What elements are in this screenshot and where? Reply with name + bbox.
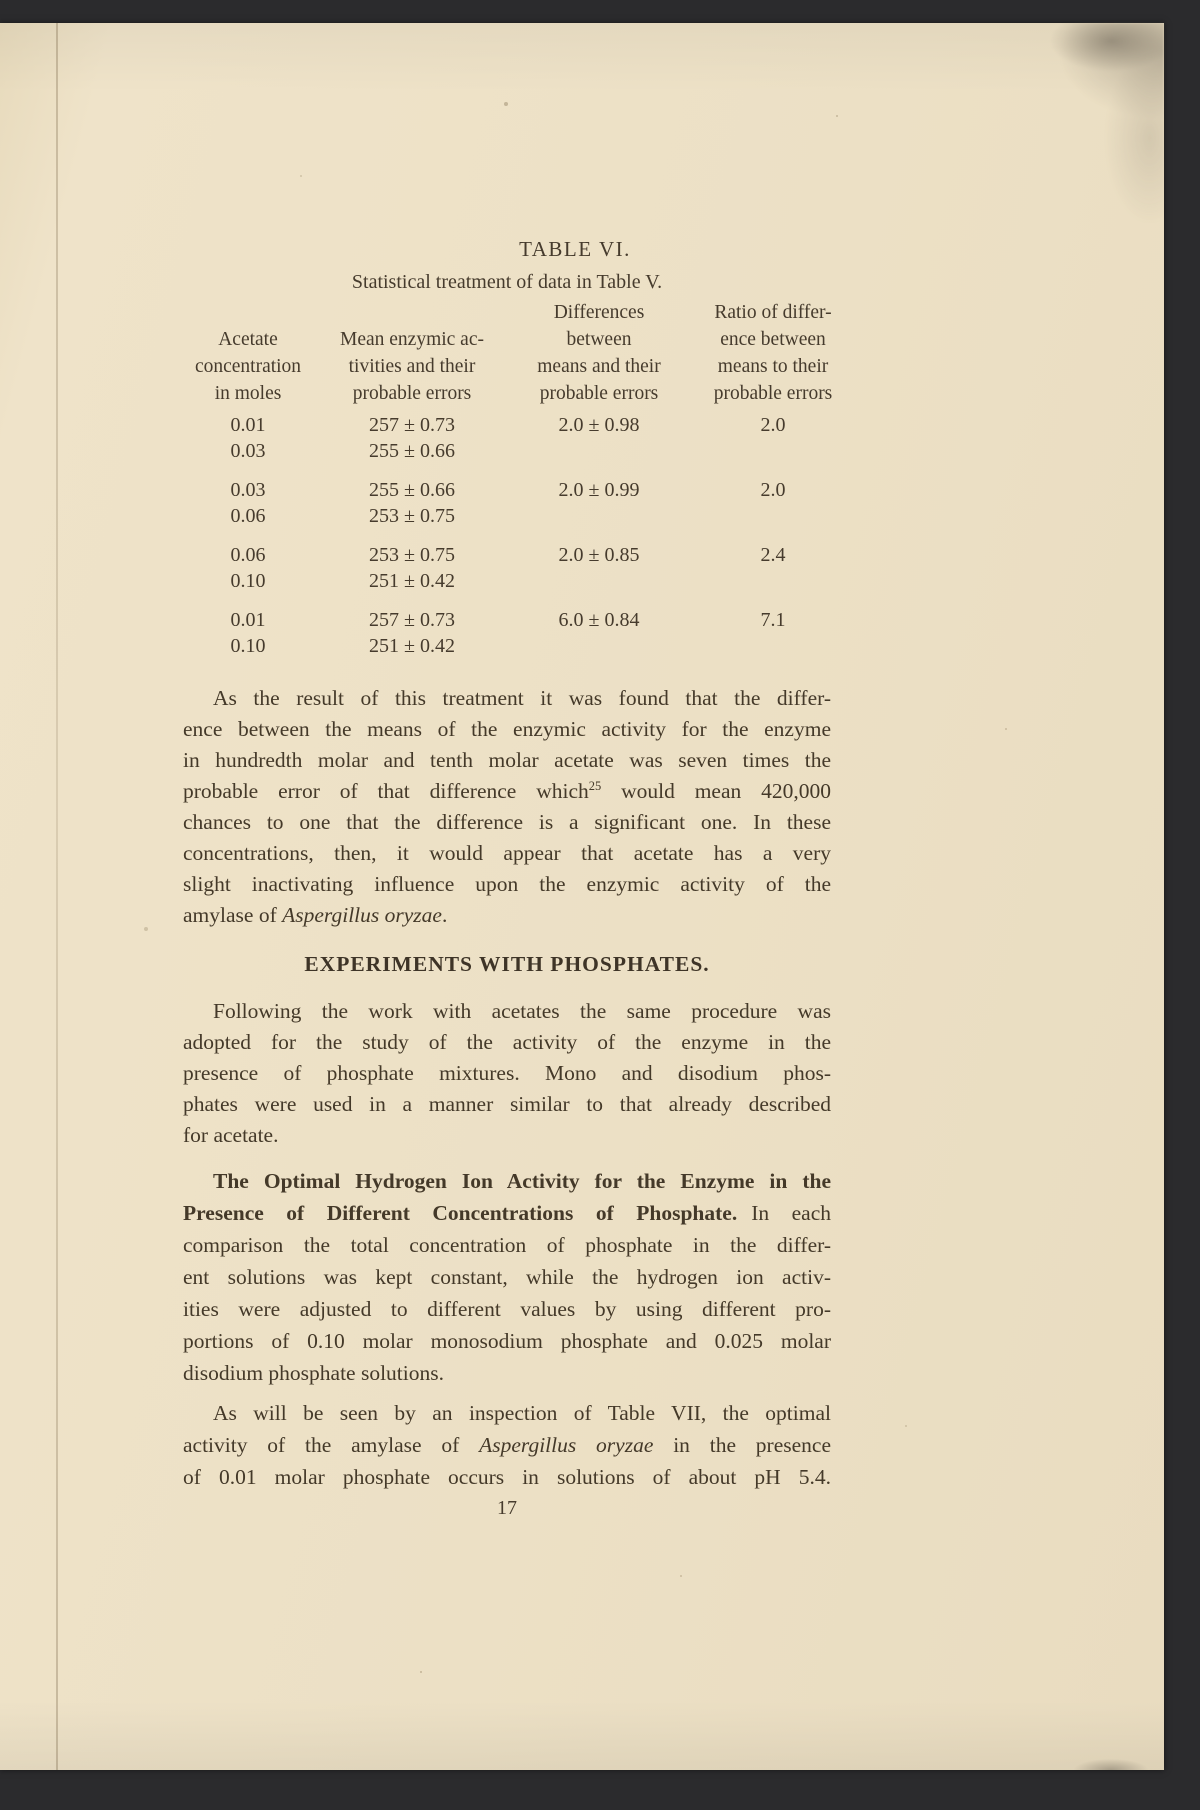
text-line: As the result of this treatment it was found that the differ-	[213, 686, 831, 710]
text-line: in hundredth molar and tenth molar acetate was seven times the	[183, 748, 831, 772]
scanned-page-sheet	[0, 23, 1164, 1770]
cell-difference: 2.0 ± 0.85	[558, 544, 640, 566]
cell-mean-activity: 257 ± 0.73	[369, 609, 455, 631]
text-line: Following the work with acetates the same procedure was	[213, 999, 831, 1023]
paper-specks	[0, 23, 2, 25]
cell-ratio: 7.1	[760, 609, 786, 631]
cell-mean-activity: 253 ± 0.75	[369, 504, 455, 527]
page-number: 17	[497, 1497, 517, 1519]
text-line: concentrations, then, it would appear that acetate has a very	[183, 841, 831, 865]
cell-mean-activity: 251 ± 0.42	[369, 634, 455, 657]
cell-difference: 2.0 ± 0.98	[558, 414, 640, 436]
cell-mean-activity: 251 ± 0.42	[369, 569, 455, 592]
table-row	[183, 439, 859, 465]
table-row	[183, 504, 859, 530]
cell-difference: 6.0 ± 0.84	[558, 609, 640, 631]
text-line: Presence of Different Concentrations of Phosphate. In each	[183, 1201, 831, 1225]
binding-crease	[56, 23, 58, 1770]
text-line: of 0.01 molar phosphate occurs in solutions of about pH 5.4.	[183, 1465, 831, 1489]
text-line: amylase of Aspergillus oryzae.	[183, 903, 448, 927]
cell-concentration: 0.03	[230, 479, 266, 501]
text-line: activity of the amylase of Aspergillus oryzae in the presence	[183, 1433, 832, 1457]
column-header-mean-activities: Mean enzymic ac- tivities and their probable errors	[339, 329, 484, 404]
cell-concentration: 0.10	[230, 634, 266, 657]
text-line: presence of phosphate mixtures. Mono and disodium phos-	[183, 1061, 831, 1085]
cell-concentration: 0.10	[230, 569, 266, 592]
table-group	[183, 608, 859, 659]
text-line: As will be seen by an inspection of Table VII, the optimal	[213, 1401, 831, 1425]
table-group	[183, 543, 859, 594]
text-line: chances to one that the difference is a significant one. In these	[183, 810, 831, 834]
cell-ratio: 2.0	[760, 414, 786, 436]
cell-concentration: 0.03	[230, 439, 266, 462]
table-row	[183, 478, 859, 504]
cell-mean-activity: 257 ± 0.73	[369, 414, 455, 436]
table-group	[183, 478, 859, 529]
body-paragraph	[183, 683, 831, 931]
species-name: Aspergillus oryzae	[479, 1433, 654, 1457]
text-line: ent solutions was kept constant, while the hydrogen ion activ-	[183, 1265, 831, 1289]
cell-concentration: 0.01	[230, 609, 266, 631]
cell-ratio: 2.4	[760, 544, 786, 566]
table-row	[183, 634, 859, 660]
table-title: TABLE VI.	[519, 237, 631, 261]
footnote-reference: 25	[588, 778, 602, 793]
body-paragraph	[183, 1397, 831, 1493]
table-row	[183, 413, 859, 439]
table-subtitle: Statistical treatment of data in Table V.	[351, 271, 663, 293]
cell-concentration: 0.06	[230, 544, 266, 566]
corner-smudge	[924, 23, 1164, 223]
text-line: slight inactivating influence upon the enzymic activity of the	[183, 872, 831, 896]
text-line: comparison the total concentration of phosphate in the differ-	[183, 1233, 831, 1257]
table-group	[183, 413, 859, 464]
cell-concentration: 0.06	[230, 504, 266, 527]
species-name: Aspergillus oryzae	[282, 903, 442, 927]
text-line: disodium phosphate solutions.	[183, 1361, 444, 1385]
table-row	[183, 569, 859, 595]
section-heading: EXPERIMENTS WITH PHOSPHATES.	[304, 952, 710, 976]
table-header	[183, 299, 859, 407]
column-header-differences: Differences between means and their probable errors	[537, 302, 661, 404]
table-body	[183, 413, 859, 673]
text-line: portions of 0.10 molar monosodium phosphate and 0.025 molar	[183, 1329, 831, 1353]
text-line: for acetate.	[183, 1123, 279, 1147]
text-line: ities were adjusted to different values by using different pro-	[183, 1297, 831, 1321]
bottom-edge-smudge	[1056, 1738, 1156, 1770]
cell-ratio: 2.0	[760, 479, 786, 501]
column-header-acetate-concentration: Acetate concentration in moles	[194, 329, 302, 404]
cell-mean-activity: 255 ± 0.66	[369, 479, 455, 501]
cell-difference: 2.0 ± 0.99	[558, 479, 640, 501]
text-line: phates were used in a manner similar to that already described	[183, 1092, 831, 1116]
body-paragraph	[183, 1165, 831, 1389]
text-line: probable error of that difference which$^{25}$ would mean 420,000	[183, 778, 831, 803]
cell-mean-activity: 253 ± 0.75	[369, 544, 455, 566]
text-line: ence between the means of the enzymic activity for the enzyme	[183, 717, 831, 741]
body-paragraph	[183, 996, 831, 1151]
text-line: adopted for the study of the activity of the enzyme in the	[183, 1030, 831, 1054]
table-row	[183, 543, 859, 569]
text-line: The Optimal Hydrogen Ion Activity for the Enzyme in the	[213, 1169, 831, 1193]
cell-concentration: 0.01	[230, 414, 266, 436]
table-row	[183, 608, 859, 634]
cell-mean-activity: 255 ± 0.66	[369, 439, 455, 462]
column-header-ratio: Ratio of differ- ence between means to their probable errors	[713, 302, 833, 404]
